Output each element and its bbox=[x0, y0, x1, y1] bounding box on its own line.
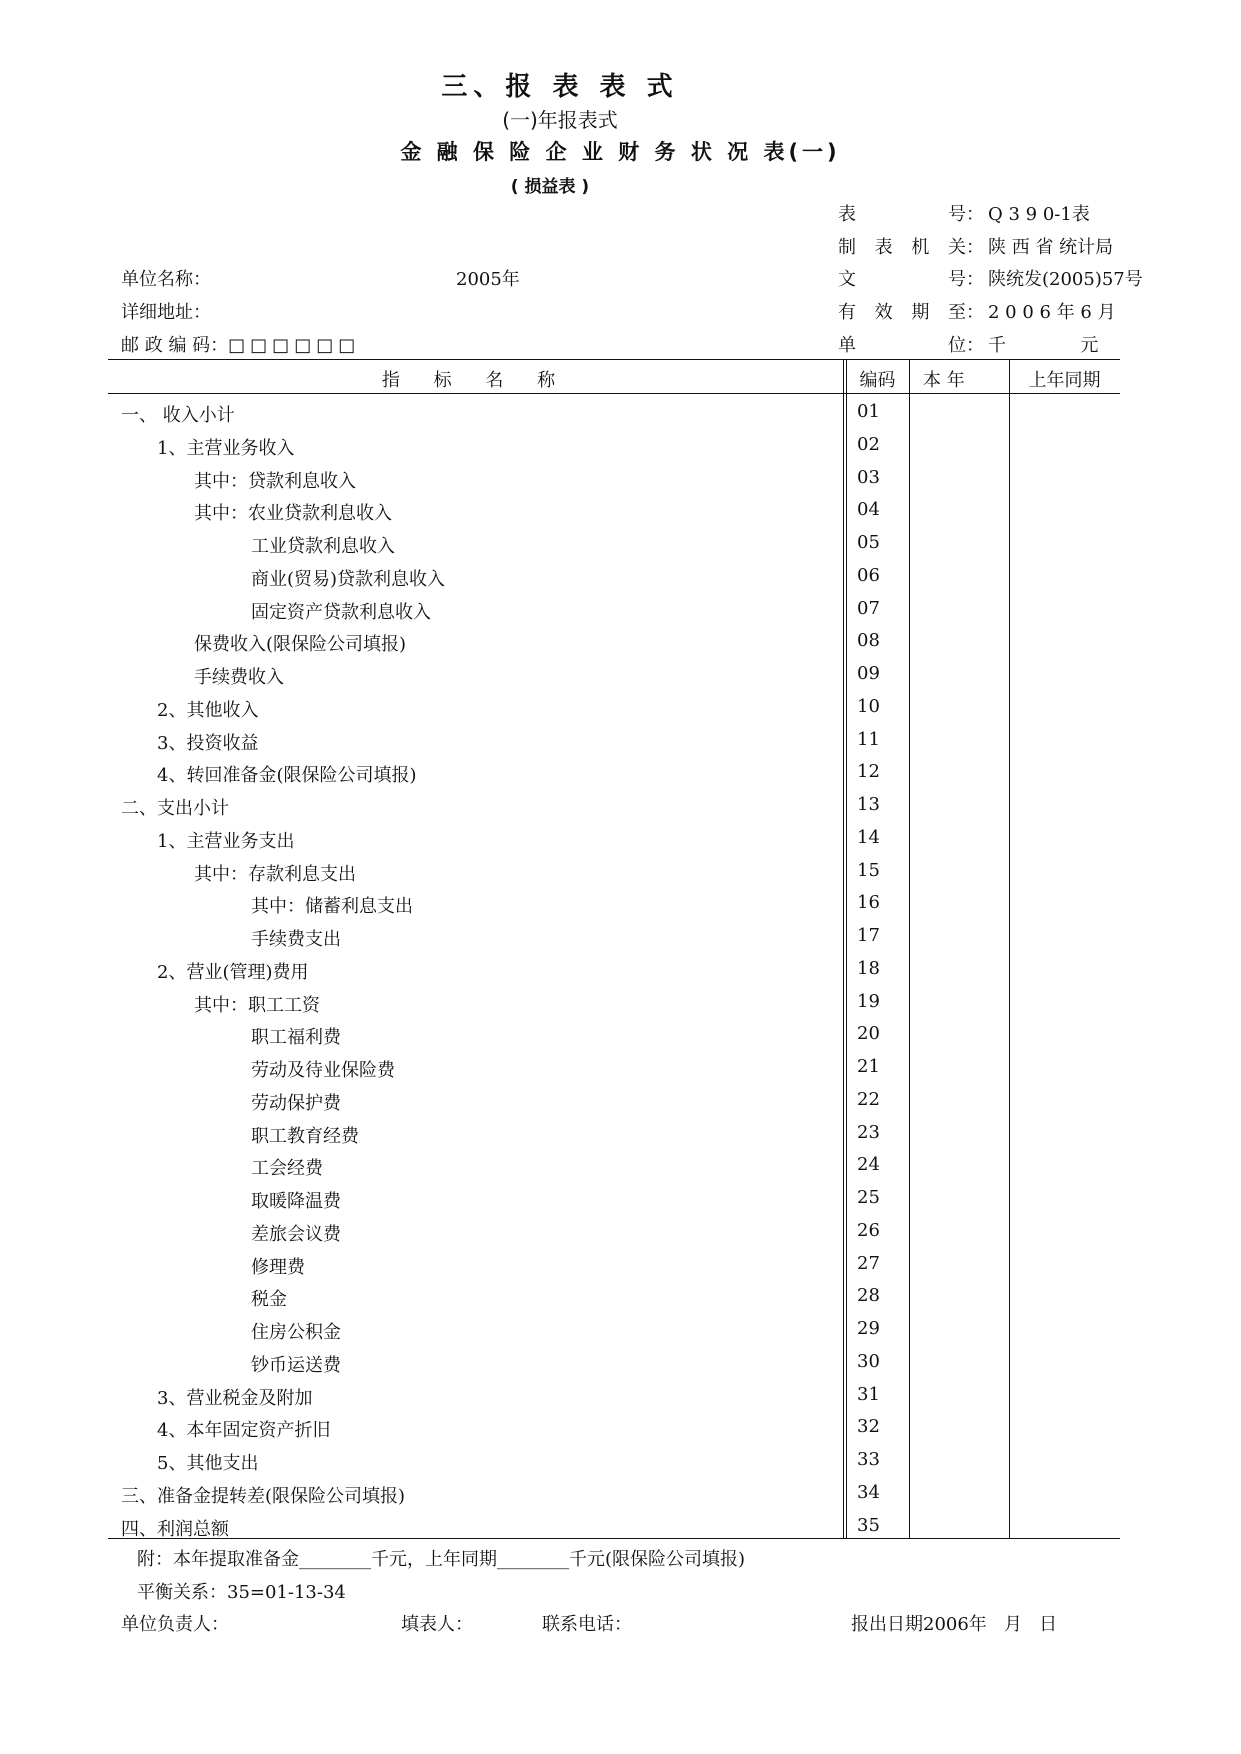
table-row bbox=[0, 1181, 1241, 1214]
row-indicator-name: 3、营业税金及附加 bbox=[157, 1387, 313, 1409]
row-indicator-name: 其中：存款利息支出 bbox=[194, 863, 356, 885]
table-row bbox=[0, 755, 1241, 788]
row-code: 12 bbox=[857, 761, 880, 783]
row-indicator-name: 职工福利费 bbox=[251, 1027, 341, 1049]
row-code: 01 bbox=[857, 401, 880, 422]
table-row bbox=[0, 1214, 1241, 1247]
address-label: 详细地址： bbox=[121, 302, 211, 323]
row-code: 07 bbox=[857, 597, 880, 619]
table-row bbox=[0, 1410, 1241, 1443]
table-row bbox=[0, 428, 1241, 461]
phone-label: 联系电话： bbox=[542, 1614, 632, 1635]
row-code: 13 bbox=[857, 794, 880, 815]
table-row bbox=[0, 1247, 1241, 1280]
row-indicator-name: 4、转回准备金(限保险公司填报) bbox=[157, 765, 417, 787]
table-row bbox=[0, 526, 1241, 559]
row-indicator-name: 商业(贸易)贷款利息收入 bbox=[251, 568, 446, 590]
col-header-this-year: 本 年 bbox=[923, 370, 965, 391]
meta-issuer: 制表机关： 陕 西 省 统计局 bbox=[838, 233, 1128, 259]
row-code: 34 bbox=[857, 1481, 880, 1503]
table-row bbox=[0, 493, 1241, 526]
report-date: 报出日期2006年 月 日 bbox=[851, 1614, 1058, 1635]
meta-value: Q 3 9 0-1表 bbox=[988, 204, 1090, 225]
row-indicator-name: 修理费 bbox=[251, 1256, 305, 1278]
row-indicator-name: 差旅会议费 bbox=[251, 1223, 341, 1245]
row-indicator-name: 手续费支出 bbox=[251, 929, 341, 950]
row-code: 03 bbox=[857, 466, 880, 488]
row-code: 18 bbox=[857, 957, 880, 979]
table-row bbox=[0, 461, 1241, 494]
table-row bbox=[0, 1017, 1241, 1050]
row-indicator-name: 1、主营业务收入 bbox=[157, 437, 295, 459]
table-row bbox=[0, 1509, 1241, 1542]
row-code: 29 bbox=[857, 1318, 880, 1339]
row-code: 33 bbox=[857, 1449, 880, 1470]
meta-label: 有效期至 bbox=[838, 302, 966, 323]
row-indicator-name: 税金 bbox=[251, 1289, 287, 1311]
row-indicator-name: 二、支出小计 bbox=[121, 798, 229, 819]
table-row bbox=[0, 1279, 1241, 1312]
table-row bbox=[0, 821, 1241, 854]
table-row bbox=[0, 919, 1241, 952]
row-code: 08 bbox=[857, 630, 880, 652]
row-code: 32 bbox=[857, 1416, 880, 1438]
row-indicator-name: 工业贷款利息收入 bbox=[251, 536, 395, 557]
row-indicator-name: 劳动保护费 bbox=[251, 1092, 341, 1114]
row-code: 17 bbox=[857, 925, 880, 946]
row-code: 05 bbox=[857, 532, 880, 553]
row-indicator-name: 一、 收入小计 bbox=[121, 405, 235, 426]
table-row bbox=[0, 1116, 1241, 1149]
row-code: 35 bbox=[857, 1514, 880, 1536]
row-indicator-name: 取暖降温费 bbox=[251, 1191, 341, 1212]
form-note: ( 损益表 ) bbox=[510, 177, 590, 197]
row-code: 10 bbox=[857, 695, 880, 717]
table-row bbox=[0, 657, 1241, 690]
row-code: 25 bbox=[857, 1187, 880, 1208]
table-row bbox=[0, 723, 1241, 756]
table-row bbox=[0, 952, 1241, 985]
table-row bbox=[0, 559, 1241, 592]
row-indicator-name: 2、营业(管理)费用 bbox=[157, 961, 309, 983]
meta-doc-number: 文号： 陕统发(2005)57号 bbox=[838, 265, 1128, 291]
row-code: 02 bbox=[857, 433, 880, 455]
row-indicator-name: 其中：职工工资 bbox=[194, 994, 320, 1016]
table-row bbox=[0, 1050, 1241, 1083]
row-indicator-name: 2、其他收入 bbox=[157, 699, 259, 721]
row-indicator-name: 工会经费 bbox=[251, 1158, 323, 1180]
table-row bbox=[0, 1312, 1241, 1345]
meta-unit: 单位： 千 元 bbox=[838, 331, 1128, 357]
meta-valid-until: 有效期至： 2 0 0 6 年 6 月 bbox=[838, 298, 1128, 324]
row-indicator-name: 其中：贷款利息收入 bbox=[194, 470, 356, 492]
table-row bbox=[0, 395, 1241, 428]
postcode-boxes: □□□□□□ bbox=[228, 335, 361, 356]
table-row bbox=[0, 592, 1241, 625]
row-code: 27 bbox=[857, 1252, 880, 1274]
table-row bbox=[0, 1476, 1241, 1509]
meta-value: 千 元 bbox=[988, 335, 1099, 356]
table-row bbox=[0, 886, 1241, 919]
table-row bbox=[0, 1443, 1241, 1476]
table-row bbox=[0, 624, 1241, 657]
row-code: 14 bbox=[857, 826, 880, 848]
section-title: 三、报 表 表 式 bbox=[441, 72, 679, 102]
row-code: 19 bbox=[857, 990, 880, 1012]
row-code: 11 bbox=[857, 728, 880, 750]
form-title: 金 融 保 险 企 业 财 务 状 况 表(一) bbox=[400, 140, 841, 164]
meta-label: 表号 bbox=[838, 204, 966, 225]
row-indicator-name: 1、主营业务支出 bbox=[157, 830, 295, 852]
row-code: 21 bbox=[857, 1056, 880, 1077]
subtitle: (一)年报表式 bbox=[502, 108, 618, 132]
row-indicator-name: 其中：农业贷款利息收入 bbox=[194, 503, 392, 525]
row-code: 31 bbox=[857, 1383, 880, 1405]
row-indicator-name: 钞币运送费 bbox=[251, 1354, 341, 1376]
postcode-label-text: 邮 政 编 码： bbox=[121, 335, 229, 356]
col-header-name: 指 标 名 称 bbox=[381, 370, 570, 391]
row-code: 26 bbox=[857, 1219, 880, 1241]
table-row bbox=[0, 1083, 1241, 1116]
row-indicator-name: 4、本年固定资产折旧 bbox=[157, 1420, 331, 1442]
row-code: 22 bbox=[857, 1088, 880, 1110]
row-indicator-name: 3、投资收益 bbox=[157, 732, 259, 754]
table-row bbox=[0, 1148, 1241, 1181]
meta-form-number: 表号： Q 3 9 0-1表 bbox=[838, 200, 1128, 226]
row-code: 24 bbox=[857, 1154, 880, 1176]
meta-value: 2 0 0 6 年 6 月 bbox=[988, 302, 1116, 323]
filler-label: 填表人： bbox=[401, 1614, 473, 1635]
postcode-label bbox=[121, 331, 360, 357]
row-code: 30 bbox=[857, 1350, 880, 1372]
meta-value: 陕 西 省 统计局 bbox=[988, 237, 1114, 258]
row-code: 20 bbox=[857, 1023, 880, 1045]
table-row bbox=[0, 1378, 1241, 1411]
table-header-rule bbox=[108, 393, 1120, 394]
table-row bbox=[0, 1345, 1241, 1378]
balance-relation: 平衡关系：35=01-13-34 bbox=[137, 1582, 346, 1603]
meta-label: 制表机关 bbox=[838, 237, 966, 258]
row-indicator-name: 住房公积金 bbox=[251, 1322, 341, 1343]
table-row bbox=[0, 854, 1241, 887]
row-code: 16 bbox=[857, 892, 880, 914]
row-indicator-name: 手续费收入 bbox=[194, 667, 284, 688]
unit-name-label: 单位名称： bbox=[121, 269, 211, 290]
row-code: 09 bbox=[857, 663, 880, 684]
row-code: 04 bbox=[857, 499, 880, 521]
table-row bbox=[0, 690, 1241, 723]
row-indicator-name: 四、利润总额 bbox=[121, 1518, 229, 1540]
row-indicator-name: 固定资产贷款利息收入 bbox=[251, 601, 431, 623]
row-code: 15 bbox=[857, 859, 880, 881]
col-header-last-year: 上年同期 bbox=[1028, 370, 1101, 391]
row-indicator-name: 三、准备金提转差(限保险公司填报) bbox=[121, 1485, 406, 1507]
row-indicator-name: 职工教育经费 bbox=[251, 1125, 359, 1147]
row-indicator-name: 其中：储蓄利息支出 bbox=[251, 896, 413, 918]
row-code: 06 bbox=[857, 564, 880, 586]
unit-head-label: 单位负责人： bbox=[121, 1614, 229, 1635]
col-header-code: 编码 bbox=[859, 370, 896, 391]
table-row bbox=[0, 985, 1241, 1018]
footer-note: 附：本年提取准备金________千元，上年同期________千元(限保险公司填报) bbox=[137, 1549, 746, 1570]
table-row bbox=[0, 788, 1241, 821]
meta-label: 文号 bbox=[838, 269, 966, 290]
row-indicator-name: 劳动及待业保险费 bbox=[251, 1060, 395, 1081]
meta-label: 单位 bbox=[838, 335, 966, 356]
row-indicator-name: 保费收入(限保险公司填报) bbox=[194, 634, 407, 656]
row-code: 28 bbox=[857, 1285, 880, 1307]
meta-value: 陕统发(2005)57号 bbox=[988, 269, 1143, 290]
table-top-rule bbox=[108, 359, 1120, 360]
row-indicator-name: 5、其他支出 bbox=[157, 1453, 259, 1474]
row-code: 23 bbox=[857, 1121, 880, 1143]
report-year: 2005年 bbox=[456, 269, 520, 290]
